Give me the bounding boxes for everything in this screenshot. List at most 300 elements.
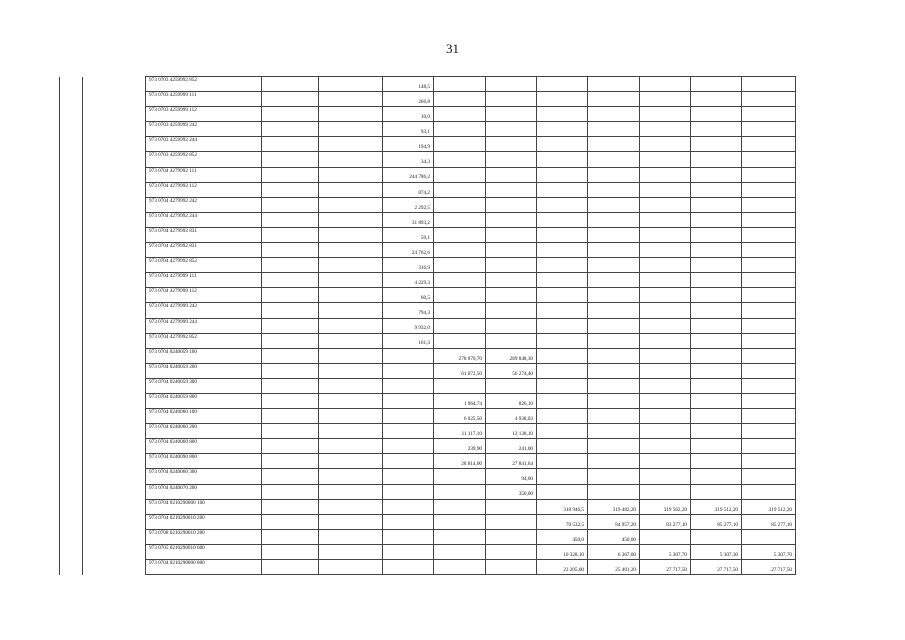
blank-cell <box>60 197 83 212</box>
value-cell: 94,00 <box>486 469 537 484</box>
value-cell: 278 070,70 <box>434 348 486 363</box>
value-cell <box>434 529 486 544</box>
blank-cell <box>262 499 319 514</box>
budget-code-cell: 973 0704 0210290000 100 <box>146 499 262 514</box>
table-row <box>60 107 796 122</box>
value-cell <box>742 454 796 469</box>
blank-cell <box>262 424 319 439</box>
blank-cell <box>262 152 319 167</box>
value-cell <box>383 409 434 424</box>
value-cell <box>588 243 640 258</box>
blank-cell <box>262 197 319 212</box>
value-cell <box>640 378 691 393</box>
value-cell <box>742 122 796 137</box>
value-cell <box>537 107 588 122</box>
blank-cell <box>60 469 83 484</box>
value-cell: 1 964,74 <box>434 393 486 408</box>
value-cell <box>588 167 640 182</box>
value-cell <box>537 363 588 378</box>
value-cell <box>691 227 742 242</box>
blank-cell <box>262 393 319 408</box>
value-cell <box>537 212 588 227</box>
blank-cell <box>83 318 146 333</box>
value-cell <box>588 273 640 288</box>
blank-cell <box>262 318 319 333</box>
blank-cell <box>60 182 83 197</box>
blank-cell <box>60 227 83 242</box>
value-cell <box>691 424 742 439</box>
value-cell <box>588 77 640 92</box>
value-cell <box>691 212 742 227</box>
value-cell: 56 274,40 <box>486 363 537 378</box>
table-row <box>60 77 796 92</box>
value-cell <box>640 122 691 137</box>
value-cell: 11 117,10 <box>434 424 486 439</box>
value-cell <box>742 273 796 288</box>
value-cell <box>640 288 691 303</box>
value-cell: 93,1 <box>383 122 434 137</box>
value-cell <box>691 393 742 408</box>
budget-code-cell: 973 0704 0210290010 200 <box>146 514 262 529</box>
value-cell <box>537 243 588 258</box>
value-cell: 85 277,10 <box>742 514 796 529</box>
blank-cell <box>60 107 83 122</box>
table-row <box>60 288 796 303</box>
blank-cell <box>319 273 383 288</box>
value-cell <box>588 197 640 212</box>
value-cell <box>640 197 691 212</box>
value-cell: 244 786,2 <box>383 167 434 182</box>
value-cell <box>537 484 588 499</box>
blank-cell <box>319 499 383 514</box>
blank-cell <box>60 303 83 318</box>
value-cell: 12 138,10 <box>486 424 537 439</box>
budget-code-cell: 973 0704 4279999 244 <box>146 318 262 333</box>
blank-cell <box>262 243 319 258</box>
value-cell <box>383 560 434 575</box>
blank-cell <box>319 439 383 454</box>
value-cell <box>588 348 640 363</box>
blank-cell <box>60 77 83 92</box>
value-cell <box>486 288 537 303</box>
value-cell: 319 512,20 <box>742 499 796 514</box>
blank-cell <box>262 77 319 92</box>
value-cell <box>691 167 742 182</box>
blank-cell <box>60 544 83 559</box>
budget-code-cell: 973 0703 4259992 244 <box>146 137 262 152</box>
table-row <box>60 469 796 484</box>
value-cell <box>383 454 434 469</box>
blank-cell <box>83 439 146 454</box>
value-cell: 6 025,50 <box>434 409 486 424</box>
value-cell <box>691 318 742 333</box>
blank-cell <box>60 363 83 378</box>
value-cell: 450,00 <box>588 529 640 544</box>
blank-cell <box>262 544 319 559</box>
value-cell: 27 717,50 <box>691 560 742 575</box>
value-cell: 10,0 <box>383 107 434 122</box>
value-cell <box>434 544 486 559</box>
blank-cell <box>83 424 146 439</box>
value-cell <box>588 92 640 107</box>
value-cell <box>691 454 742 469</box>
value-cell <box>588 333 640 348</box>
value-cell: 84 957,20 <box>588 514 640 529</box>
blank-cell <box>319 77 383 92</box>
blank-cell <box>319 363 383 378</box>
value-cell <box>383 469 434 484</box>
value-cell <box>383 393 434 408</box>
value-cell: 61 072,50 <box>434 363 486 378</box>
blank-cell <box>319 288 383 303</box>
value-cell <box>434 227 486 242</box>
blank-cell <box>83 137 146 152</box>
value-cell <box>537 152 588 167</box>
value-cell <box>434 258 486 273</box>
table-body <box>60 77 796 575</box>
blank-cell <box>83 212 146 227</box>
budget-code-cell: 973 0704 0240059 300 <box>146 378 262 393</box>
blank-cell <box>83 258 146 273</box>
value-cell <box>640 348 691 363</box>
blank-cell <box>83 544 146 559</box>
blank-cell <box>83 529 146 544</box>
value-cell <box>742 137 796 152</box>
table-row <box>60 424 796 439</box>
value-cell <box>537 469 588 484</box>
blank-cell <box>83 182 146 197</box>
value-cell <box>691 348 742 363</box>
value-cell: 60,5 <box>383 288 434 303</box>
budget-code-cell: 973 0704 4279999 112 <box>146 288 262 303</box>
blank-cell <box>319 454 383 469</box>
blank-cell <box>83 378 146 393</box>
value-cell: 83 277,10 <box>640 514 691 529</box>
budget-code-cell: 973 0704 4279992 242 <box>146 197 262 212</box>
value-cell <box>588 454 640 469</box>
blank-cell <box>319 318 383 333</box>
value-cell <box>434 514 486 529</box>
value-cell <box>486 212 537 227</box>
value-cell <box>742 333 796 348</box>
value-cell <box>486 243 537 258</box>
blank-cell <box>262 469 319 484</box>
value-cell <box>537 288 588 303</box>
budget-code-cell: 973 0704 4279992 112 <box>146 182 262 197</box>
value-cell <box>742 243 796 258</box>
value-cell <box>434 197 486 212</box>
value-cell <box>486 122 537 137</box>
value-cell <box>486 137 537 152</box>
table-row <box>60 167 796 182</box>
value-cell <box>537 348 588 363</box>
value-cell <box>537 318 588 333</box>
blank-cell <box>319 333 383 348</box>
value-cell <box>434 273 486 288</box>
blank-cell <box>60 348 83 363</box>
blank-cell <box>83 167 146 182</box>
blank-cell <box>319 393 383 408</box>
blank-cell <box>83 92 146 107</box>
value-cell: 319 482,20 <box>588 499 640 514</box>
value-cell <box>486 333 537 348</box>
value-cell <box>640 212 691 227</box>
value-cell <box>640 227 691 242</box>
value-cell <box>640 484 691 499</box>
blank-cell <box>83 348 146 363</box>
value-cell <box>588 288 640 303</box>
blank-cell <box>60 167 83 182</box>
blank-cell <box>83 333 146 348</box>
value-cell <box>640 409 691 424</box>
value-cell <box>486 560 537 575</box>
blank-cell <box>83 107 146 122</box>
value-cell <box>640 77 691 92</box>
table-row <box>60 439 796 454</box>
value-cell <box>742 197 796 212</box>
value-cell: 70 532,5 <box>537 514 588 529</box>
value-cell <box>691 137 742 152</box>
blank-cell <box>262 514 319 529</box>
value-cell: 316,9 <box>383 258 434 273</box>
table-row <box>60 544 796 559</box>
value-cell <box>383 348 434 363</box>
blank-cell <box>262 303 319 318</box>
value-cell <box>691 243 742 258</box>
value-cell <box>434 212 486 227</box>
value-cell <box>537 378 588 393</box>
value-cell <box>742 107 796 122</box>
value-cell <box>537 167 588 182</box>
value-cell: 794,3 <box>383 303 434 318</box>
value-cell: 148,5 <box>383 77 434 92</box>
value-cell <box>434 152 486 167</box>
value-cell <box>486 152 537 167</box>
value-cell <box>691 258 742 273</box>
value-cell <box>383 363 434 378</box>
value-cell <box>383 439 434 454</box>
value-cell <box>691 107 742 122</box>
blank-cell <box>319 197 383 212</box>
table-row <box>60 363 796 378</box>
value-cell <box>640 167 691 182</box>
blank-cell <box>262 288 319 303</box>
blank-cell <box>83 77 146 92</box>
value-cell <box>640 363 691 378</box>
blank-cell <box>60 393 83 408</box>
value-cell <box>486 167 537 182</box>
budget-code-cell: 973 0704 0240059 100 <box>146 348 262 363</box>
value-cell <box>383 378 434 393</box>
blank-cell <box>83 484 146 499</box>
table-row <box>60 137 796 152</box>
value-cell <box>742 303 796 318</box>
value-cell <box>742 167 796 182</box>
blank-cell <box>262 182 319 197</box>
value-cell <box>640 258 691 273</box>
value-cell <box>691 484 742 499</box>
table-row <box>60 393 796 408</box>
budget-code-cell: 973 0703 4259992 852 <box>146 152 262 167</box>
value-cell <box>537 439 588 454</box>
value-cell <box>640 424 691 439</box>
value-cell <box>434 77 486 92</box>
blank-cell <box>83 499 146 514</box>
value-cell <box>434 333 486 348</box>
value-cell: 10 328,10 <box>537 544 588 559</box>
budget-code-cell: 973 0704 0240059 200 <box>146 363 262 378</box>
value-cell: 350,00 <box>486 484 537 499</box>
value-cell <box>537 454 588 469</box>
value-cell <box>640 92 691 107</box>
blank-cell <box>319 560 383 575</box>
value-cell <box>486 514 537 529</box>
value-cell <box>588 107 640 122</box>
budget-code-cell: 973 0704 0240059 800 <box>146 393 262 408</box>
blank-cell <box>262 378 319 393</box>
value-cell: 4 938,03 <box>486 409 537 424</box>
value-cell <box>742 227 796 242</box>
table-row <box>60 318 796 333</box>
value-cell <box>537 77 588 92</box>
blank-cell <box>319 258 383 273</box>
value-cell: 161,3 <box>383 333 434 348</box>
blank-cell <box>83 303 146 318</box>
value-cell <box>588 409 640 424</box>
table-row <box>60 348 796 363</box>
budget-code-cell: 973 0704 0240060 800 <box>146 439 262 454</box>
table-row <box>60 484 796 499</box>
value-cell <box>588 424 640 439</box>
value-cell <box>588 484 640 499</box>
value-cell <box>588 363 640 378</box>
value-cell <box>640 529 691 544</box>
blank-cell <box>319 122 383 137</box>
value-cell <box>486 318 537 333</box>
budget-code-cell: 973 0704 0240060 100 <box>146 409 262 424</box>
value-cell <box>742 77 796 92</box>
blank-cell <box>319 152 383 167</box>
value-cell <box>742 92 796 107</box>
blank-cell <box>83 409 146 424</box>
value-cell <box>537 182 588 197</box>
budget-code-cell: 973 0704 4279992 831 <box>146 227 262 242</box>
blank-cell <box>60 514 83 529</box>
value-cell <box>691 182 742 197</box>
value-cell <box>588 182 640 197</box>
value-cell <box>691 333 742 348</box>
value-cell <box>434 137 486 152</box>
value-cell <box>537 393 588 408</box>
table-row <box>60 92 796 107</box>
blank-cell <box>319 227 383 242</box>
value-cell <box>486 499 537 514</box>
blank-cell <box>262 529 319 544</box>
value-cell: 24 762,6 <box>383 243 434 258</box>
value-cell <box>691 273 742 288</box>
budget-table-sheet <box>59 76 795 573</box>
value-cell <box>486 529 537 544</box>
table-row <box>60 303 796 318</box>
value-cell <box>588 152 640 167</box>
value-cell <box>486 227 537 242</box>
value-cell <box>588 137 640 152</box>
value-cell <box>434 469 486 484</box>
value-cell <box>691 529 742 544</box>
value-cell <box>691 197 742 212</box>
blank-cell <box>319 303 383 318</box>
blank-cell <box>60 122 83 137</box>
value-cell <box>434 499 486 514</box>
blank-cell <box>319 167 383 182</box>
value-cell: 28 814,00 <box>434 454 486 469</box>
blank-cell <box>319 544 383 559</box>
value-cell <box>640 393 691 408</box>
blank-cell <box>60 152 83 167</box>
budget-code-cell: 973 0704 0240060 200 <box>146 424 262 439</box>
table-row <box>60 227 796 242</box>
budget-code-cell: 973 0704 4279992 244 <box>146 212 262 227</box>
value-cell <box>537 122 588 137</box>
value-cell: 5 307,70 <box>742 544 796 559</box>
budget-code-cell: 973 0703 4259999 111 <box>146 92 262 107</box>
value-cell <box>434 318 486 333</box>
value-cell <box>383 484 434 499</box>
value-cell: 194,9 <box>383 137 434 152</box>
value-cell <box>383 514 434 529</box>
budget-code-cell: 973 0704 4279992 831 <box>146 243 262 258</box>
value-cell: 450,0 <box>537 529 588 544</box>
value-cell <box>640 439 691 454</box>
value-cell <box>537 92 588 107</box>
value-cell <box>691 122 742 137</box>
budget-code-cell: 973 0708 0210290010 200 <box>146 529 262 544</box>
blank-cell <box>319 92 383 107</box>
value-cell <box>588 258 640 273</box>
blank-cell <box>262 439 319 454</box>
blank-cell <box>319 212 383 227</box>
value-cell: 34,3 <box>383 152 434 167</box>
value-cell <box>691 92 742 107</box>
blank-cell <box>319 137 383 152</box>
value-cell <box>537 333 588 348</box>
value-cell <box>537 409 588 424</box>
blank-cell <box>262 333 319 348</box>
table-row <box>60 333 796 348</box>
value-cell <box>691 288 742 303</box>
value-cell <box>434 122 486 137</box>
value-cell <box>691 469 742 484</box>
budget-code-cell: 973 0704 4279999 111 <box>146 273 262 288</box>
value-cell <box>486 273 537 288</box>
value-cell <box>742 469 796 484</box>
budget-code-cell: 973 0704 4279992 852 <box>146 333 262 348</box>
blank-cell <box>319 348 383 363</box>
value-cell <box>691 152 742 167</box>
blank-cell <box>262 273 319 288</box>
blank-cell <box>60 212 83 227</box>
blank-cell <box>60 529 83 544</box>
blank-cell <box>83 288 146 303</box>
blank-cell <box>83 122 146 137</box>
value-cell <box>640 152 691 167</box>
value-cell: 31 893,2 <box>383 212 434 227</box>
budget-code-cell: 973 0704 0240060 300 <box>146 469 262 484</box>
value-cell <box>537 137 588 152</box>
value-cell <box>434 378 486 393</box>
blank-cell <box>83 243 146 258</box>
blank-cell <box>60 318 83 333</box>
